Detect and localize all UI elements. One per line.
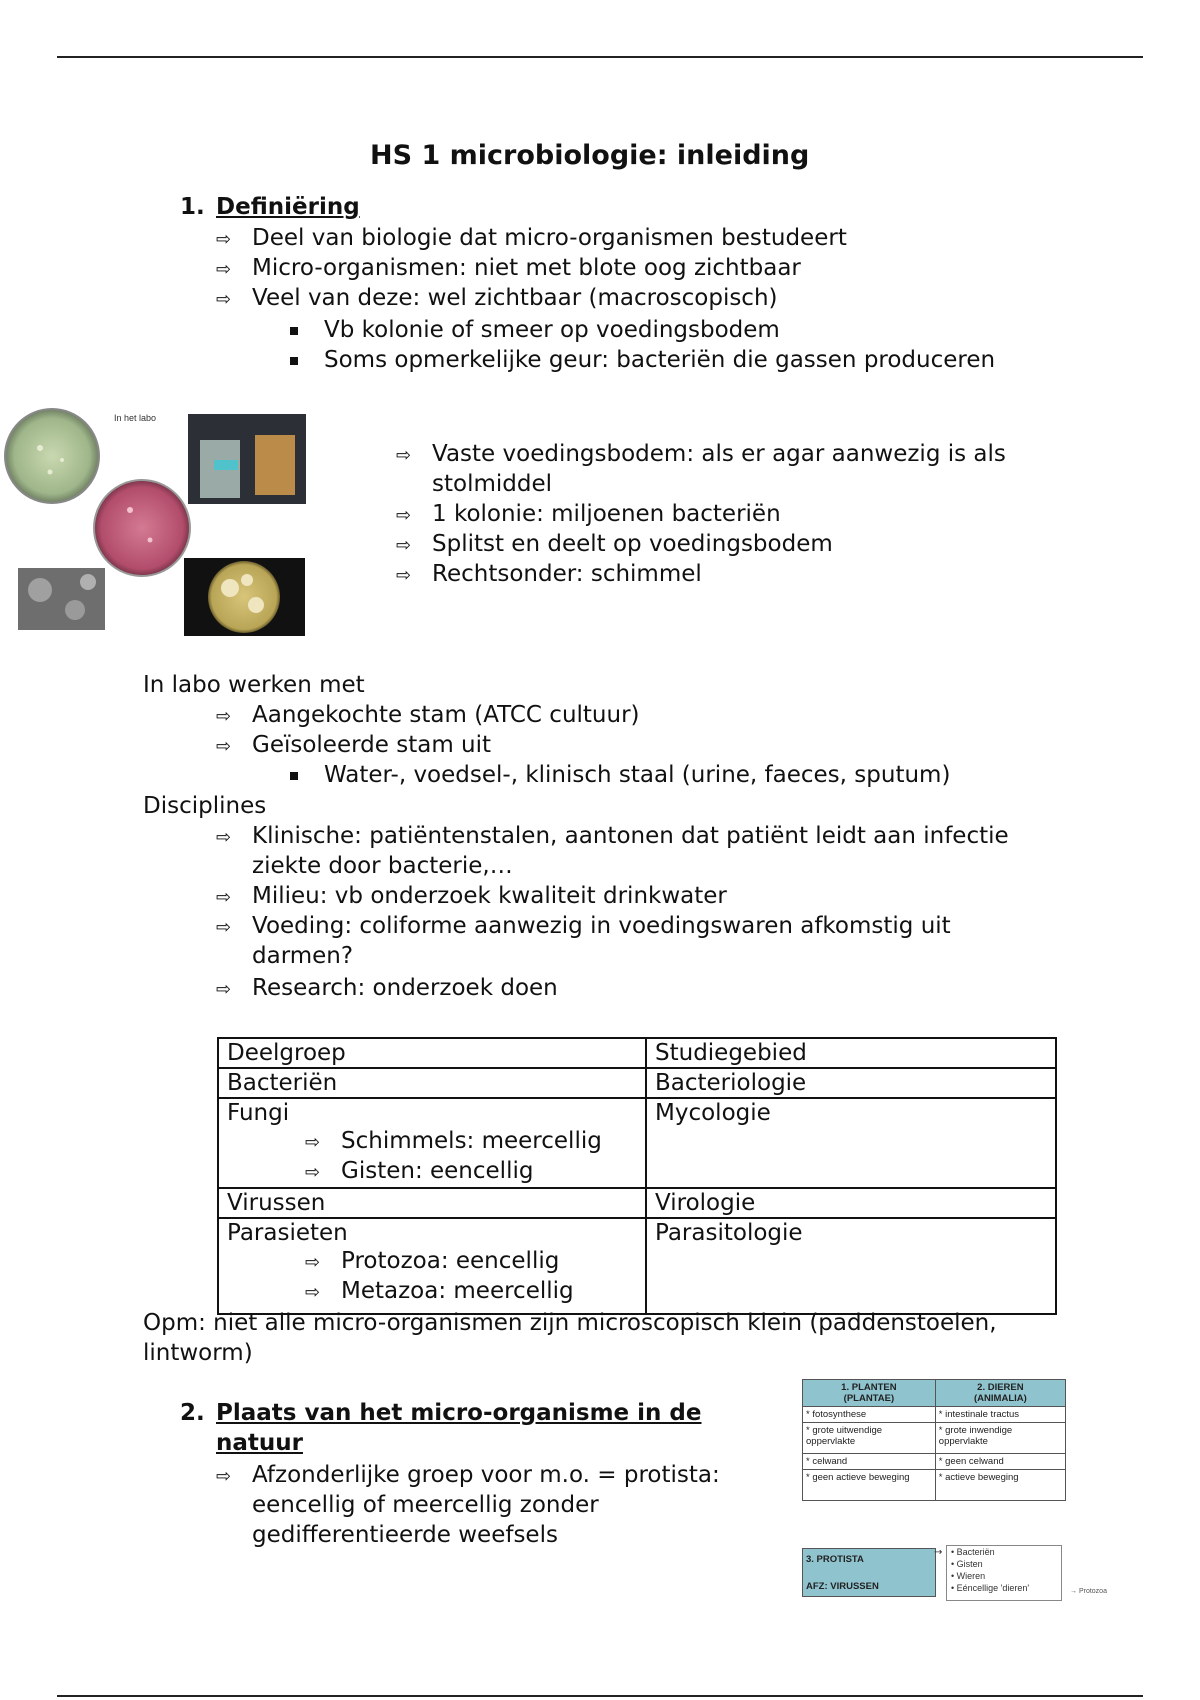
- figure-header: 1. PLANTEN (PLANTAE): [803, 1380, 936, 1407]
- figure-cell: * fotosynthese: [803, 1407, 936, 1423]
- section2-heading-continued: natuur: [216, 1430, 303, 1456]
- opm-note: Opm: niet alle micro-organismen zijn microscopisch klein (paddenstoelen,: [143, 1310, 997, 1336]
- table-row: [218, 1218, 1056, 1314]
- pink-petri-dish: [94, 480, 190, 576]
- sub-list-item: Vb kolonie of smeer op voedingsbodem: [290, 315, 780, 345]
- kingdoms-figure: [802, 1379, 1066, 1501]
- table-cell: Bacteriën: [218, 1068, 646, 1098]
- list-item: ⇨ Geïsoleerde stam uit: [216, 730, 491, 762]
- table-row: [218, 1098, 1056, 1188]
- connector-arrow-icon: →: [934, 1547, 943, 1558]
- list-item: ⇨ Aangekochte stam (ATCC cultuur): [216, 700, 640, 732]
- table-sub-item: ⇨ Protozoa: eencellig: [227, 1247, 637, 1277]
- figure-cell: * geen celwand: [935, 1454, 1065, 1470]
- list-item: ⇨ Deel van biologie dat micro-organismen bestudeert: [216, 223, 847, 255]
- bottom-rule: [57, 1695, 1143, 1697]
- table-cell: [218, 1098, 646, 1188]
- petri-dish-collage: [0, 400, 320, 650]
- arrow-icon: ⇨: [396, 535, 412, 556]
- arrow-icon: ⇨: [216, 736, 232, 757]
- table-sub-item: ⇨ Metazoa: meercellig: [227, 1277, 637, 1307]
- list-item: ⇨ Voeding: coliforme aanwezig in voedingswaren afkomstig uit: [216, 911, 951, 943]
- table-sub-item: ⇨ Schimmels: meercellig: [227, 1127, 637, 1157]
- section2-heading: Plaats van het micro-organisme in de: [216, 1400, 702, 1426]
- table-header-row: [218, 1038, 1056, 1068]
- list-item-continued: darmen?: [252, 943, 354, 969]
- arrow-icon: ⇨: [396, 445, 412, 466]
- list-item-continued: stolmiddel: [432, 471, 552, 497]
- disciplines-heading: Disciplines: [143, 793, 267, 819]
- table-row: [218, 1068, 1056, 1098]
- list-item: ⇨ Klinische: patiëntenstalen, aantonen dat patiënt leidt aan infectie: [216, 821, 1009, 853]
- list-item: ⇨ Afzonderlijke groep voor m.o. = protista:: [216, 1460, 720, 1492]
- figure-cell: * celwand: [803, 1454, 936, 1470]
- arrow-icon: ⇨: [305, 1252, 321, 1273]
- protozoa-note: → Protozoa: [1070, 1588, 1107, 1595]
- list-item: ⇨ Research: onderzoek doen: [216, 973, 558, 1005]
- bullet-icon: [290, 357, 298, 365]
- table-header-cell: Studiegebied: [646, 1038, 1056, 1068]
- table-header-cell: Deelgroep: [218, 1038, 646, 1068]
- sub-list-item: Soms opmerkelijke geur: bacteriën die gassen produceren: [290, 345, 995, 375]
- table-cell: Bacteriologie: [646, 1068, 1056, 1098]
- figure-cell: * actieve beweging: [935, 1470, 1065, 1501]
- list-item: ⇨ Micro-organismen: niet met blote oog zichtbaar: [216, 253, 801, 285]
- top-rule: [57, 56, 1143, 58]
- list-item-continued: ziekte door bacterie,…: [252, 853, 513, 879]
- labo-intro: In labo werken met: [143, 672, 365, 698]
- page-title: HS 1 microbiologie: inleiding: [370, 140, 810, 171]
- arrow-icon: ⇨: [396, 505, 412, 526]
- list-item: ⇨ Vaste voedingsbodem: als er agar aanwezig is als: [396, 439, 1006, 471]
- figure-cell: * grote uitwendige oppervlakte: [803, 1423, 936, 1454]
- figure-cell: * grote inwendige oppervlakte: [935, 1423, 1065, 1454]
- protista-list: [946, 1545, 1062, 1601]
- section2-number: 2.: [180, 1400, 205, 1426]
- table-cell: Parasitologie: [646, 1218, 1056, 1314]
- figure-cell: * geen actieve beweging: [803, 1470, 936, 1501]
- table-cell-text: Parasieten: [227, 1220, 348, 1246]
- list-item: ⇨ Milieu: vb onderzoek kwaliteit drinkwater: [216, 881, 727, 913]
- arrow-icon: ⇨: [216, 887, 232, 908]
- bullet-icon: [290, 772, 298, 780]
- table-cell: Virologie: [646, 1188, 1056, 1218]
- viruses-label: AFZ: VIRUSSEN: [806, 1581, 879, 1592]
- arrow-icon: ⇨: [305, 1132, 321, 1153]
- section1-heading: Definiëring: [216, 194, 360, 220]
- arrow-icon: ⇨: [396, 565, 412, 586]
- table-cell-text: Fungi: [227, 1100, 290, 1126]
- discipline-table: [217, 1037, 1057, 1315]
- list-item-continued: gedifferentieerde weefsels: [252, 1522, 558, 1548]
- arrow-icon: ⇨: [216, 1466, 232, 1487]
- list-item: ⇨ Rechtsonder: schimmel: [396, 559, 702, 591]
- list-item: • Bacteriën: [951, 1547, 995, 1557]
- table-cell: Virussen: [218, 1188, 646, 1218]
- arrow-icon: ⇨: [216, 229, 232, 250]
- table-cell: [218, 1218, 646, 1314]
- list-item: ⇨ 1 kolonie: miljoenen bacteriën: [396, 499, 781, 531]
- section1-number: 1.: [180, 194, 205, 220]
- arrow-icon: ⇨: [216, 827, 232, 848]
- table-row: [218, 1188, 1056, 1218]
- protista-label: 3. PROTISTA: [806, 1554, 864, 1565]
- arrow-icon: ⇨: [216, 259, 232, 280]
- photo-caption: In het labo: [114, 413, 157, 423]
- green-petri-dish: [5, 409, 99, 503]
- list-item: • Eéncellige 'dieren': [951, 1583, 1030, 1593]
- list-item: ⇨ Veel van deze: wel zichtbaar (macroscopisch): [216, 283, 778, 315]
- sub-list-item: Water-, voedsel-, klinisch staal (urine, faeces, sputum): [290, 760, 950, 790]
- arrow-icon: ⇨: [305, 1162, 321, 1183]
- protista-box: [802, 1548, 936, 1597]
- arrow-icon: ⇨: [216, 979, 232, 1000]
- table-sub-item: ⇨ Gisten: eencellig: [227, 1157, 637, 1187]
- arrow-icon: ⇨: [305, 1282, 321, 1303]
- arrow-icon: ⇨: [216, 706, 232, 727]
- figure-cell: * intestinale tractus: [935, 1407, 1065, 1423]
- table-cell: Mycologie: [646, 1098, 1056, 1188]
- arrow-icon: ⇨: [216, 289, 232, 310]
- arrow-icon: ⇨: [216, 917, 232, 938]
- figure-header: 2. DIEREN (ANIMALIA): [935, 1380, 1065, 1407]
- opm-note-continued: lintworm): [143, 1340, 253, 1366]
- list-item: ⇨ Splitst en deelt op voedingsbodem: [396, 529, 833, 561]
- bullet-icon: [290, 327, 298, 335]
- list-item: • Gisten: [951, 1559, 983, 1569]
- list-item-continued: eencellig of meercellig zonder: [252, 1492, 599, 1518]
- list-item: • Wieren: [951, 1571, 986, 1581]
